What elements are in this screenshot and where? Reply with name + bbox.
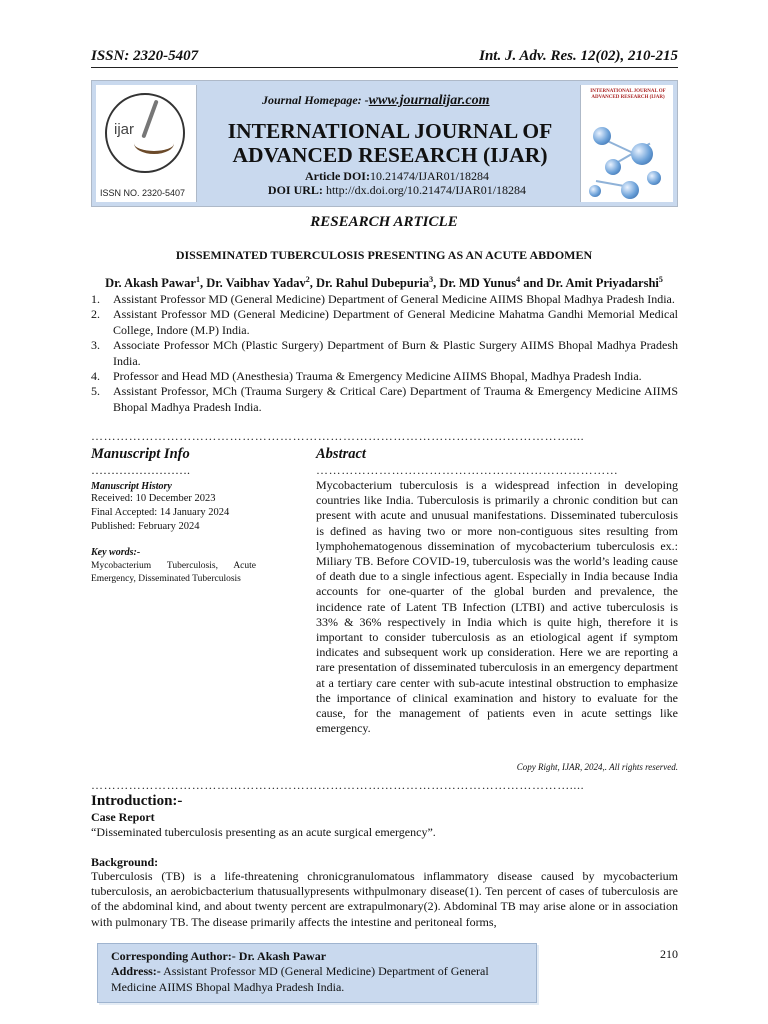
author-list bbox=[0, 275, 768, 291]
author-affiliation-index: 3 bbox=[429, 275, 434, 284]
author-affiliation-index: 2 bbox=[305, 275, 310, 284]
author-separator: , bbox=[433, 276, 440, 291]
molecule-icon bbox=[647, 171, 661, 185]
header-issn: ISSN: 2320-5407 bbox=[91, 48, 199, 64]
manuscript-info-heading: Manuscript Info bbox=[91, 446, 190, 462]
affiliation-number: 3. bbox=[91, 338, 100, 353]
doi-block bbox=[247, 169, 547, 197]
affiliation-text: Assistant Professor, MCh (Trauma Surgery & Critical Care) Department of Trauma & Emergency Medicine AIIMS Bhopal Madhya Pradesh India. bbox=[113, 384, 678, 414]
copyright-notice: Copy Right, IJAR, 2024,. All rights reserved. bbox=[516, 762, 678, 772]
background-label: Background: bbox=[91, 855, 159, 869]
abstract-text: Mycobacterium tuberculosis is a widespread infection in developing countries like India. Tuberculosis is primarily a chronic condition but can present with acute and unusual manifestations. Disseminated tuberculosis is defined as having two or more non-contiguous sites resulting from lymphohematogenous dissemination of mycobacterium tuberculosis ex.: Miliary TB. Before COVID-19, tuberculosis was the world’s leading cause of death due to a single infectious agent. Especially in India because India accounts for one-quarter of the global burden and prevalence, the incidence rate of Latent TB Infection (LTBI) and active tuberculosis is 33% & 36% respectively in India which is quite high, therefore it is important to consider tuberculosis as an etiological agent if symptom indicates and subsequent work up consideration. Here we are reporting a rare presentation of disseminated tuberculosis in an emergency department at a tertiary care center with sub-acute intestinal obstruction to emphasize the importance of clinical examination and history to evaluate for the cause, for the management of patients even in acute settings like emergency. bbox=[316, 478, 678, 736]
affiliation-list bbox=[91, 292, 678, 415]
journal-title-line1: INTERNATIONAL JOURNAL OF bbox=[227, 119, 553, 143]
affiliation-text: Professor and Head MD (Anesthesia) Trauma & Emergency Medicine AIIMS Bhopal, Madhya Pradesh India. bbox=[113, 369, 642, 384]
affiliation-item bbox=[91, 369, 678, 384]
journal-homepage bbox=[262, 93, 490, 109]
case-report-label: Case Report bbox=[91, 810, 155, 824]
molecule-icon bbox=[621, 181, 639, 199]
journal-banner bbox=[91, 80, 678, 207]
affiliation-item bbox=[91, 292, 678, 307]
keywords-text: Mycobacterium Tuberculosis, Acute Emergency, Disseminated Tuberculosis bbox=[91, 561, 256, 584]
header-rule bbox=[91, 67, 678, 68]
background-text: Tuberculosis (TB) is a life-threatening chronicgranulomatous inflammatory disease caused by mycobacterium tuberculosis, an aerobicbacterium thatusuallypresents withpulmonary disease(1). Ten percent of cases of tuberculosis are of the abdominal kind, and about twenty percent are extrapulmonary(2). Abdominal TB may arise alone or in association with pulmonary TB. The disease primarily affects the intestine and peritoneal forms, bbox=[91, 869, 678, 929]
book-icon bbox=[134, 133, 174, 154]
abstract-dots: ……………………………………………………………… bbox=[316, 463, 619, 477]
published-date: Published: February 2024 bbox=[91, 521, 200, 532]
corresponding-author-box bbox=[97, 943, 537, 1003]
author-separator: and bbox=[520, 276, 547, 291]
author-name: Dr. MD Yunus bbox=[439, 276, 517, 291]
homepage-link[interactable]: www.journalijar.com bbox=[368, 93, 490, 108]
received-date: Received: 10 December 2023 bbox=[91, 493, 216, 504]
doi-url-label: DOI URL: bbox=[267, 183, 323, 197]
molecule-icon bbox=[589, 185, 601, 197]
affiliation-number: 4. bbox=[91, 369, 100, 384]
homepage-label: Journal Homepage: - bbox=[262, 93, 369, 107]
logo-text: ijar bbox=[114, 121, 135, 138]
author-name: Dr. Vaibhav Yadav bbox=[206, 276, 306, 291]
case-report-text: “Disseminated tuberculosis presenting as an acute surgical emergency”. bbox=[91, 825, 436, 839]
address-text: Assistant Professor MD (General Medicine) Department of General Medicine AIIMS Bhopal Madhya Pradesh India. bbox=[111, 964, 489, 994]
section-separator: …………………………………………………………………………………………………….... bbox=[91, 429, 585, 443]
keywords-label: Key words:- bbox=[91, 547, 141, 558]
affiliation-text: Assistant Professor MD (General Medicine) Department of General Medicine AIIMS Bhopal Madhya Pradesh India. bbox=[113, 292, 675, 306]
affiliation-item bbox=[91, 338, 678, 369]
manuscript-history-label: Manuscript History bbox=[91, 481, 172, 492]
affiliation-text: Associate Professor MCh (Plastic Surgery) Department of Burn & Plastic Surgery AIIMS Bhopal Madhya Pradesh India. bbox=[113, 338, 678, 368]
journal-cover-image bbox=[580, 85, 673, 202]
address-label: Address:- bbox=[111, 964, 161, 979]
paper-title: DISSEMINATED TUBERCULOSIS PRESENTING AS AN ACUTE ABDOMEN bbox=[175, 248, 593, 262]
abstract-heading: Abstract bbox=[316, 446, 366, 462]
doi-url-link[interactable]: http://dx.doi.org/10.21474/IJAR01/18284 bbox=[325, 183, 527, 197]
molecule-icon bbox=[605, 159, 621, 175]
affiliation-item bbox=[91, 384, 678, 415]
molecule-icon bbox=[593, 127, 611, 145]
accepted-date: Final Accepted: 14 January 2024 bbox=[91, 507, 230, 518]
affiliation-number: 5. bbox=[91, 384, 100, 399]
author-affiliation-index: 1 bbox=[195, 275, 200, 284]
affiliation-number: 1. bbox=[91, 292, 100, 306]
journal-title bbox=[210, 119, 570, 167]
doi-value: 10.21474/IJAR01/18284 bbox=[369, 169, 489, 183]
page-number: 210 bbox=[660, 947, 678, 961]
manuscript-dots: ……………………. bbox=[91, 463, 190, 477]
article-type: RESEARCH ARTICLE bbox=[310, 214, 458, 230]
cover-title: INTERNATIONAL JOURNAL OF ADVANCED RESEARCH (IJAR) bbox=[590, 89, 666, 100]
affiliation-text: Assistant Professor MD (General Medicine) Department of General Medicine Mahatma Gandhi Memorial Medical College, Indore (M.P) India. bbox=[113, 307, 678, 337]
author-separator: , bbox=[199, 276, 207, 291]
journal-title-line2: ADVANCED RESEARCH (IJAR) bbox=[232, 143, 548, 167]
doi-label: Article DOI: bbox=[305, 169, 370, 183]
logo-issn: ISSN NO. 2320-5407 bbox=[100, 188, 186, 198]
author-separator: , bbox=[309, 276, 316, 291]
author-name: Dr. Akash Pawar bbox=[105, 276, 196, 291]
header-journal-ref: Int. J. Adv. Res. 12(02), 210-215 bbox=[479, 48, 678, 64]
author-affiliation-index: 5 bbox=[658, 275, 663, 284]
section-separator: …………………………………………………………………………………………………….... bbox=[91, 778, 585, 792]
molecule-icon bbox=[631, 143, 653, 165]
author-name: Dr. Rahul Dubepuria bbox=[315, 276, 430, 291]
introduction-heading: Introduction:- bbox=[91, 793, 183, 809]
affiliation-number: 2. bbox=[91, 307, 100, 322]
ijar-logo bbox=[96, 85, 197, 202]
corresponding-author-label: Corresponding Author:- Dr. Akash Pawar bbox=[111, 949, 327, 963]
author-affiliation-index: 4 bbox=[516, 275, 521, 284]
affiliation-item bbox=[91, 307, 678, 338]
author-name: Dr. Amit Priyadarshi bbox=[546, 276, 659, 291]
